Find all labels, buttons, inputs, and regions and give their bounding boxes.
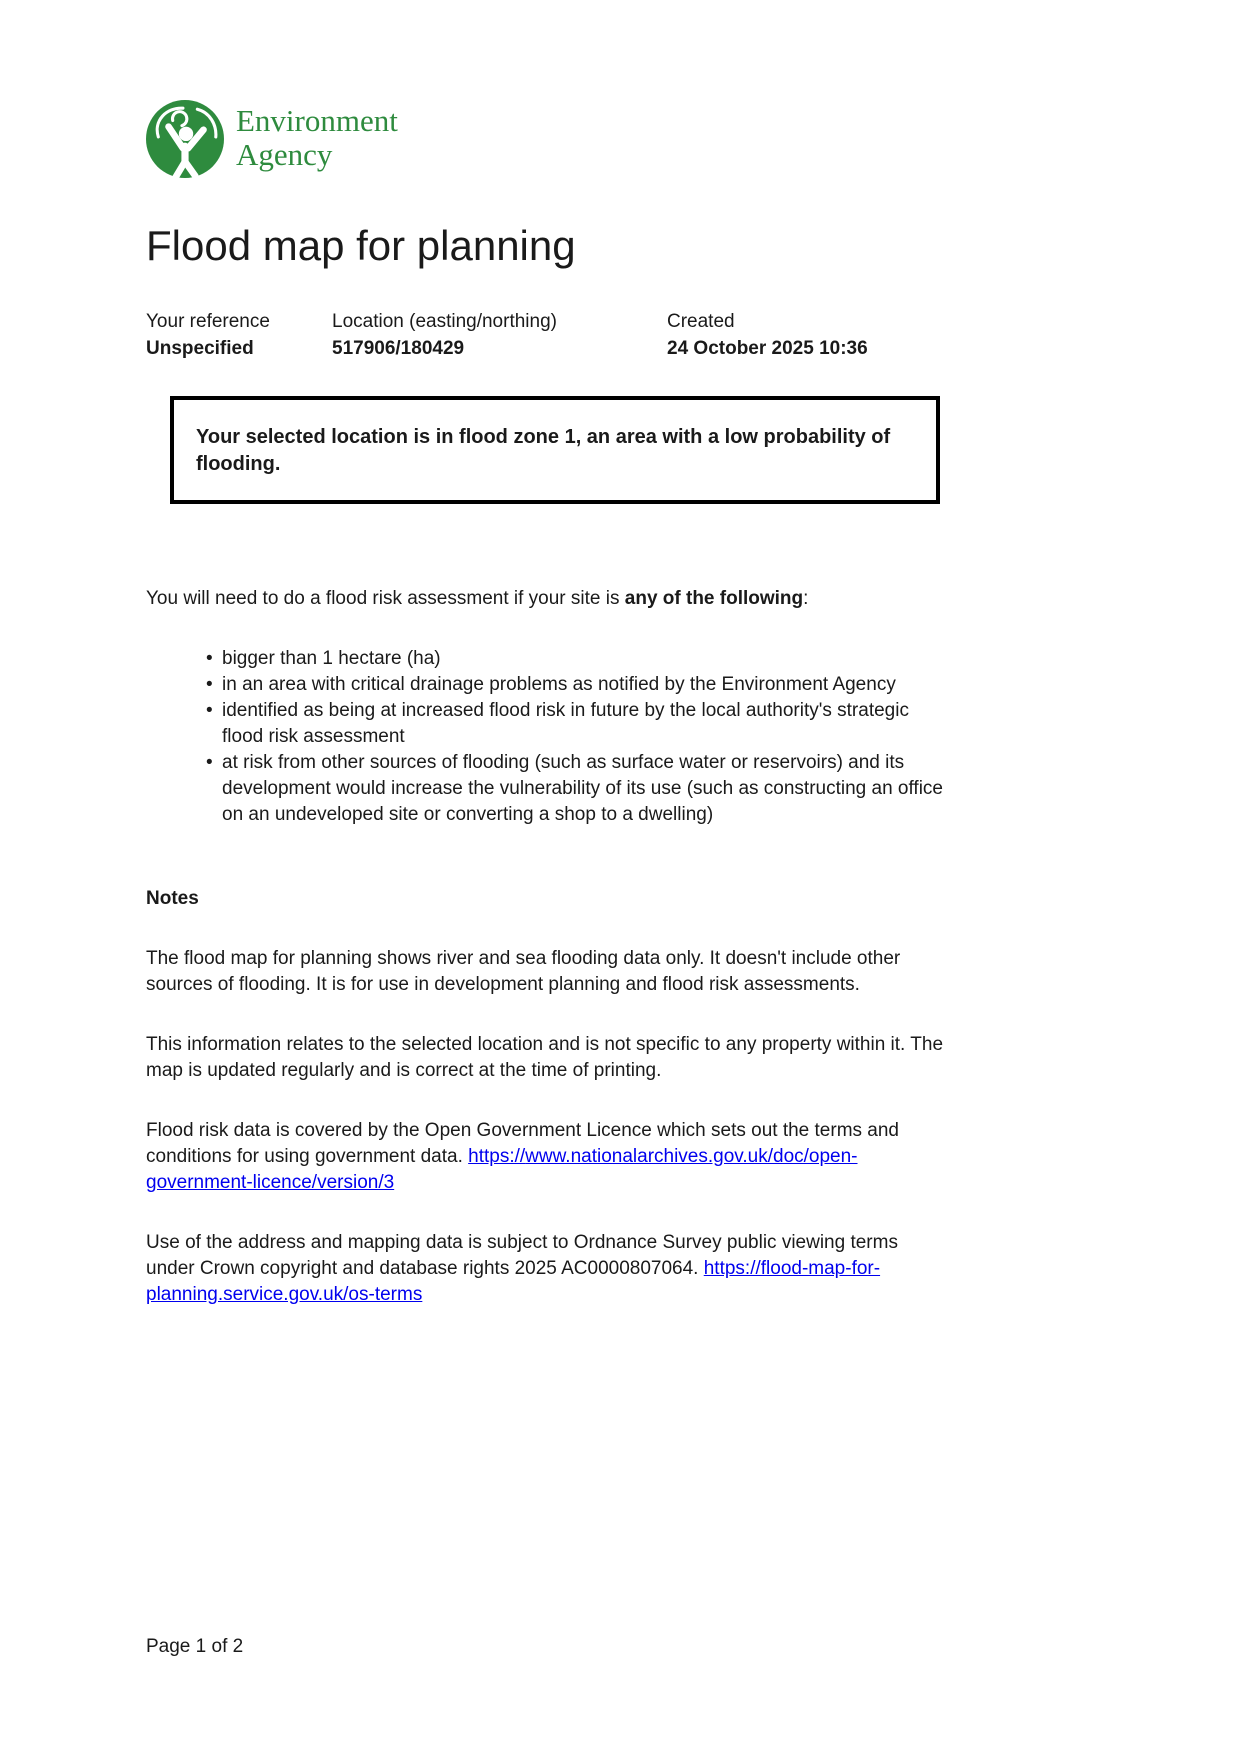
- list-item: • bigger than 1 hectare (ha): [206, 646, 946, 672]
- logo-line-2: Agency: [236, 137, 333, 172]
- flood-zone-alert-text: Your selected location is in flood zone 1, an area with a low probability of flooding.: [196, 426, 891, 475]
- ogl-licence-text: Flood risk data is covered by the Open Government Licence which sets out the terms and conditions for using government data.: [146, 1120, 899, 1167]
- intro-bold: any of the following: [624, 588, 804, 609]
- reference-label: Your reference: [146, 311, 270, 332]
- ogl-licence-link-prefix: https://: [468, 1146, 526, 1167]
- intro-suffix: :: [803, 588, 809, 609]
- page-number: Page 1 of 2: [146, 1636, 244, 1657]
- note-paragraph-3: [146, 1118, 946, 1196]
- location-label: Location (easting/northing): [332, 311, 557, 332]
- note-paragraph-1: The flood map for planning shows river and sea flooding data only. It doesn't include other sources of flooding. It is for use in development planning and flood risk assessments.: [146, 948, 901, 995]
- os-terms-text: Use of the address and mapping data is subject to Ordnance Survey public viewing terms under Crown copyright and database rights 2025 AC0000807064.: [146, 1232, 898, 1279]
- list-item: • at risk from other sources of flooding (such as surface water or reservoirs) and its development would increase the vulnerability of its use (such as constructing an office on an undeveloped site or converting a shop to a dwelling): [206, 750, 946, 828]
- notes-heading: Notes: [146, 888, 199, 909]
- environment-agency-logo: [146, 100, 946, 178]
- reference-value: Unspecified: [146, 338, 254, 359]
- note-paragraph-2: This information relates to the selected location and is not specific to any property within it. The map is updated regularly and is correct at the time of printing.: [146, 1034, 944, 1081]
- flood-zone-alert-box: [170, 396, 940, 504]
- os-terms-link[interactable]: https://flood-map-for-planning.service.gov.uk/os-terms: [146, 1258, 881, 1305]
- meta-reference: [146, 308, 332, 362]
- meta-created: [667, 308, 946, 362]
- list-item: • in an area with critical drainage problems as notified by the Environment Agency: [206, 672, 946, 698]
- list-item: • identified as being at increased flood risk in future by the local authority's strategic flood risk assessment: [206, 698, 946, 750]
- assessment-intro: [146, 586, 946, 612]
- assessment-criteria-list: [146, 646, 946, 828]
- intro-prefix: You will need to do a flood risk assessment if your site is: [146, 588, 625, 609]
- location-value: 517906/180429: [332, 338, 465, 359]
- page-title: Flood map for planning: [146, 222, 576, 269]
- meta-location: [332, 308, 667, 362]
- created-value: 24 October 2025 10:36: [667, 338, 868, 359]
- document-meta: [146, 308, 946, 362]
- environment-agency-wordmark: [236, 100, 398, 172]
- ogl-licence-link-rest: www.nationalarchives.gov.uk/doc/open-government-licence/version/3: [146, 1146, 858, 1193]
- created-label: Created: [667, 311, 735, 332]
- environment-agency-icon: [146, 100, 224, 178]
- note-paragraph-4: [146, 1230, 946, 1308]
- logo-line-1: Environment: [236, 103, 398, 138]
